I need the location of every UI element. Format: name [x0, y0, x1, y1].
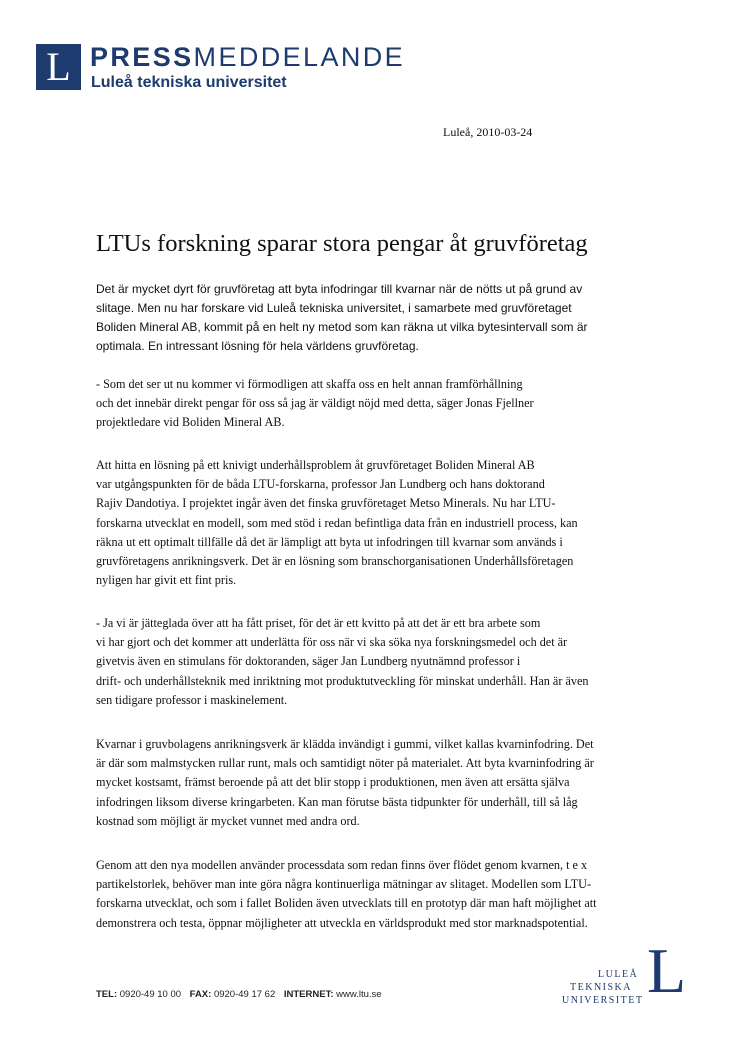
paragraph-line: nyligen har givit ett fint pris.	[96, 573, 237, 588]
paragraph-1	[96, 375, 676, 433]
footer-logo-line1: LULEÅ	[598, 969, 639, 980]
internet-label: INTERNET:	[283, 989, 334, 1000]
paragraph-2	[96, 456, 676, 590]
paragraph-line: sen tidigare professor i maskinelement.	[96, 692, 288, 707]
article-title: LTUs forskning sparar stora pengar åt gruvföretag	[96, 230, 588, 257]
paragraph-line: mycket kostsamt, främst beroende på att det blir stopp i produktionen, men även att ersätta själva	[96, 775, 570, 790]
release-date: Luleå, 2010-03-24	[443, 125, 533, 139]
paragraph-line: Genom att den nya modellen använder processdata som redan finns över flödet genom kvarnen, t e x	[96, 858, 588, 872]
paragraph-line: Att hitta en lösning på ett knivigt underhållsproblem åt gruvföretaget Boliden Mineral AB	[96, 458, 535, 472]
university-name: Luleå tekniska universitet	[91, 74, 287, 91]
footer-logo-line2: TEKNISKA	[570, 982, 632, 993]
footer-logo-line3: UNIVERSITET	[562, 995, 644, 1006]
paragraph-line: Kvarnar i gruvbolagens anrikningsverk är klädda invändigt i gummi, vilket kallas kvarninfodring. Det	[96, 737, 594, 751]
paragraph-line: givetvis även en stimulans för doktoranden, säger Jan Lundberg nyutnämnd professor i	[96, 654, 521, 669]
website-link[interactable]: www.ltu.se	[336, 989, 382, 1000]
press-regular-text: MEDDELANDE	[193, 42, 406, 72]
tel-label: TEL:	[96, 989, 118, 1000]
paragraph-line: Rajiv Dandotiya. I projektet ingår även det finska gruvföretaget Metso Minerals. Nu har LTU-	[96, 496, 556, 511]
paragraph-line: räkna ut ett optimalt tillfälle då det är lämpligt att byta ut infodringen till kvarnar som används i	[96, 534, 563, 549]
fax-number: 0920-49 17 62	[213, 989, 276, 1000]
paragraph-line: projektledare vid Boliden Mineral AB.	[96, 415, 285, 430]
paragraph-line: infodringen liksom diverse kringarbeten. Kan man förutse bästa tidpunkter för underhåll, till så låg	[96, 794, 578, 809]
article-ingress	[96, 280, 676, 356]
paragraph-line: - Som det ser ut nu kommer vi förmodligen att skaffa oss en helt annan framförhållning	[96, 377, 523, 391]
ingress-line: slitage. Men nu har forskare vid Luleå tekniska universitet, i samarbete med gruvföretaget	[96, 301, 572, 315]
footer-logo-letter: L	[647, 935, 687, 1006]
paragraph-line: partikelstorlek, behöver man inte göra några kontinuerliga mätningar av slitaget. Modellen som LTU-	[96, 877, 592, 892]
paragraph-line: var utgångspunkten för de båda LTU-forskarna, professor Jan Lundberg och hans doktorand	[96, 477, 545, 492]
paragraph-line: och det innebär direkt pengar för oss så jag är väldigt nöjd med detta, säger Jonas Fjellner	[96, 396, 534, 411]
paragraph-line: - Ja vi är jätteglada över att ha fått priset, för det är ett kvitto på att det är ett bra arbete som	[96, 616, 541, 630]
fax-label: FAX:	[189, 989, 212, 1000]
paragraph-3	[96, 614, 676, 710]
press-bold-text: PRESS	[90, 42, 194, 72]
ingress-line: Det är mycket dyrt för gruvföretag att byta infodringar till kvarnar när de nötts ut på grund av	[96, 282, 583, 296]
tel-number: 0920-49 10 00	[119, 989, 182, 1000]
paragraph-line: demonstrera och testa, öppnar möjligheter att utveckla en världsprodukt med stor marknadspotential.	[96, 915, 588, 930]
paragraph-line: är där som malmstycken rullar runt, mals och samtidigt nöter på materialet. Att byta kvarninfodring är	[96, 756, 594, 771]
paragraph-line: gruvföretagens anrikningsverk. Det är en lösning som branschorganisationen Underhållsföretagen	[96, 554, 574, 569]
contact-footer	[96, 989, 382, 1000]
paragraph-line: drift- och underhållsteknik med inriktning mot produktutveckling för minskat underhåll. Han är även	[96, 673, 589, 688]
paragraph-line: vi har gjort och det kommer att underlätta för oss när vi ska söka nya forskningsmedel och det är	[96, 635, 568, 650]
paragraph-line: forskarna utvecklat, och som i fallet Boliden även utvecklats till en prototyp där man haft möjlighet att	[96, 896, 597, 911]
ingress-line: Boliden Mineral AB, kommit på en helt ny metod som kan räkna ut vilka bytesintervall som är	[96, 320, 588, 334]
paragraph-line: kostnad som möjligt är mycket vunnet med andra ord.	[96, 813, 360, 828]
footer-university-logo	[562, 935, 702, 1015]
paragraph-4	[96, 735, 676, 831]
press-release-heading	[90, 42, 405, 72]
paragraph-5	[96, 856, 676, 933]
ingress-line: optimala. En intressant lösning för hela världens gruvföretag.	[96, 339, 419, 353]
paragraph-line: forskarna utvecklat en modell, som med stöd i redan befintliga data från en industriell process, kan	[96, 515, 578, 530]
ltu-logo-mark: L	[36, 44, 81, 90]
